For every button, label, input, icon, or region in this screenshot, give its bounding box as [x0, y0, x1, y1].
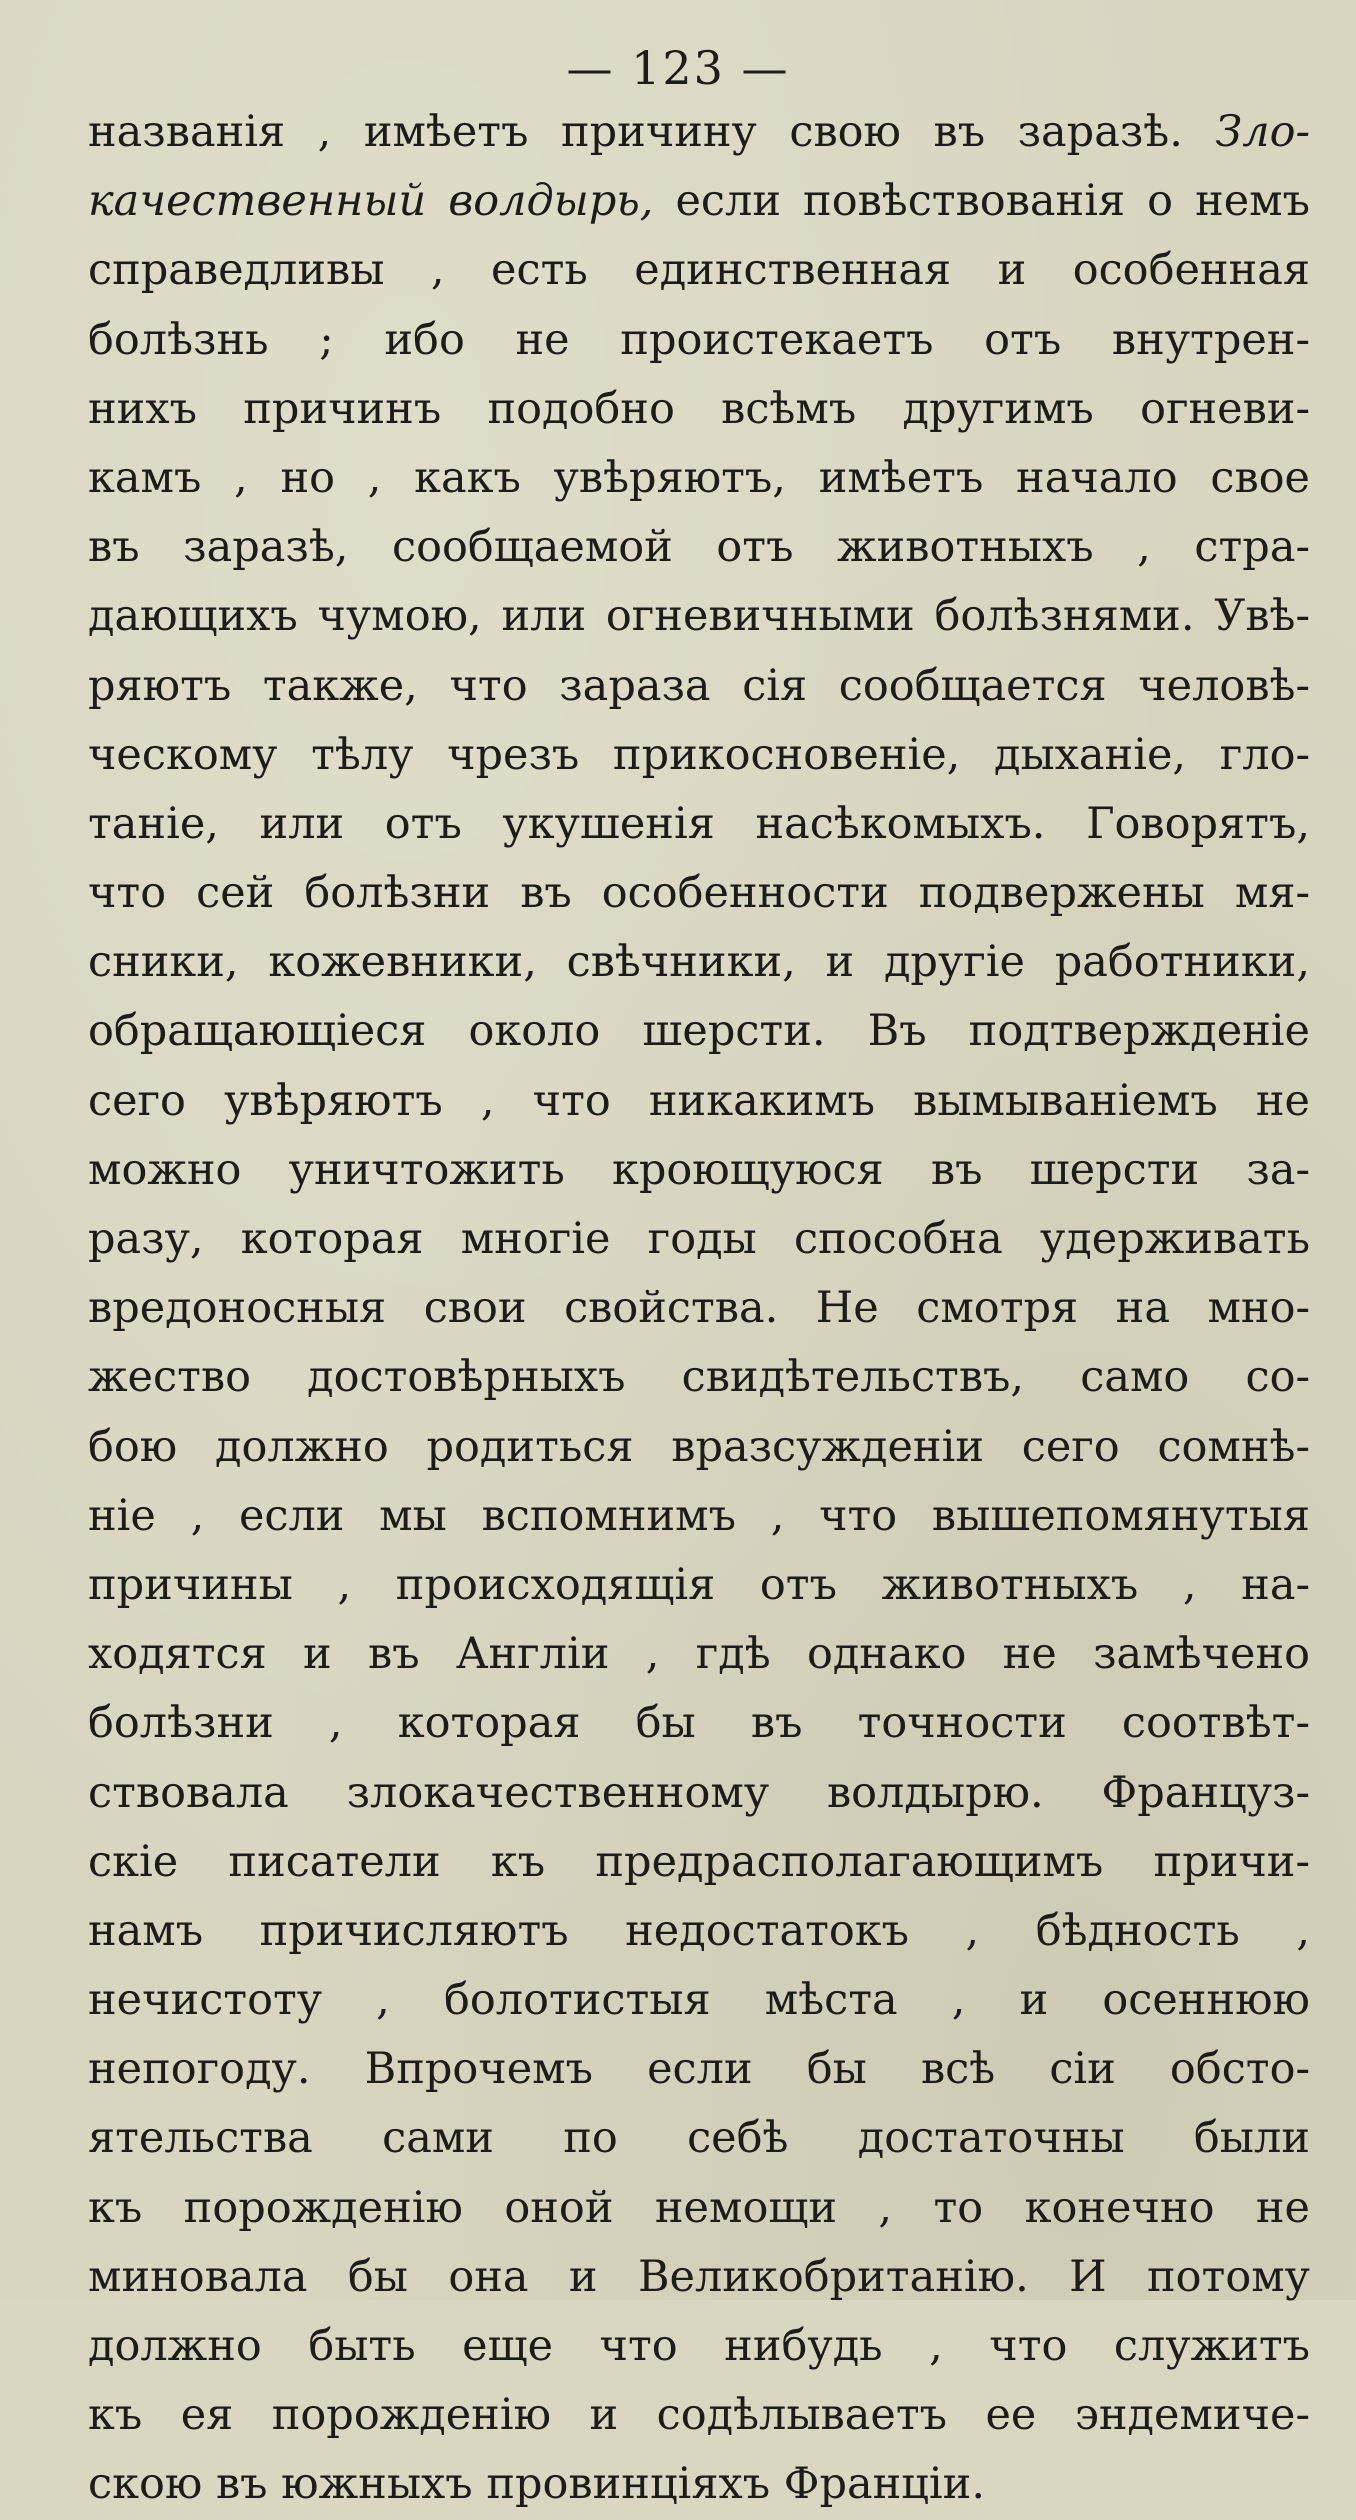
- text-segment: названія , имѣетъ причину свою въ заразѣ.: [88, 107, 1216, 157]
- text-line: [88, 236, 1310, 305]
- text-segment: намъ причисляютъ недостатокъ , бѣдность ,: [88, 1905, 1310, 1956]
- text-segment: скіе писатели къ предрасполагающимъ причи-: [88, 1836, 1310, 1887]
- italic-term: Зло-: [1215, 107, 1310, 157]
- text-segment: обращающіеся около шерсти. Въ подтвержденіе: [88, 1006, 1310, 1057]
- text-line: [88, 721, 1310, 790]
- text-line: [88, 2174, 1310, 2243]
- text-segment: въ заразѣ, сообщаемой отъ животныхъ , стра-: [88, 522, 1310, 573]
- text-line: [88, 1482, 1310, 1551]
- page-number-header: — 123 —: [566, 41, 790, 95]
- text-line: [88, 98, 1310, 167]
- text-line: [88, 444, 1310, 513]
- text-line: [88, 997, 1310, 1066]
- text-segment: дающихъ чумою, или огневичными болѣзнями. Увѣ-: [88, 591, 1310, 642]
- text-segment: ческому тѣлу чрезъ прикосновеніе, дыханіе, гло-: [88, 729, 1310, 780]
- text-line: [88, 1551, 1310, 1620]
- page-body-text: [88, 98, 1310, 2520]
- text-line: [88, 2450, 1310, 2519]
- text-line: [88, 652, 1310, 721]
- text-line: [88, 2104, 1310, 2173]
- text-segment: если повѣствованія о немъ: [653, 176, 1310, 227]
- text-line: [88, 928, 1310, 997]
- text-line: [88, 513, 1310, 582]
- text-segment: что сей болѣзни въ особенности подвержены мя-: [88, 868, 1310, 919]
- text-segment: нечистоту , болотистыя мѣста , и осеннюю: [88, 1975, 1310, 2026]
- text-line: [88, 1828, 1310, 1897]
- text-segment: сего увѣряютъ , что никакимъ вымываніемъ не: [88, 1075, 1310, 1126]
- text-segment: къ ея порожденію и содѣлываетъ ее эндемиче-: [88, 2390, 1310, 2441]
- text-segment: скою въ южныхъ провинціяхъ Франціи.: [88, 2459, 985, 2510]
- text-segment: ствовала злокачественному волдырю. Француз-: [88, 1767, 1310, 1818]
- text-segment: миновала бы она и Великобританію. И потому: [88, 2251, 1310, 2302]
- text-line: [88, 2035, 1310, 2104]
- text-line: [88, 1966, 1310, 2035]
- text-segment: ходятся и въ Англіи , гдѣ однако не замѣчено: [88, 1629, 1310, 1680]
- text-segment: непогоду. Впрочемъ если бы всѣ сіи обсто-: [88, 2044, 1310, 2095]
- text-line: [88, 2312, 1310, 2381]
- text-line: [88, 375, 1310, 444]
- text-segment: болѣзнь ; ибо не проистекаетъ отъ внутрен-: [88, 314, 1310, 365]
- text-line: [88, 2381, 1310, 2450]
- text-segment: должно быть еще что нибудь , что служитъ: [88, 2321, 1310, 2371]
- text-line: [88, 1343, 1310, 1412]
- text-segment: справедливы , есть единственная и особенная: [88, 245, 1310, 296]
- text-segment: сники, кожевники, свѣчники, и другіе работники,: [88, 937, 1310, 988]
- text-segment: нихъ причинъ подобно всѣмъ другимъ огневи-: [88, 383, 1310, 434]
- text-line: [88, 1413, 1310, 1482]
- text-line: [88, 1759, 1310, 1828]
- text-segment: болѣзни , которая бы въ точности соотвѣт-: [88, 1698, 1310, 1749]
- text-line: [88, 1897, 1310, 1966]
- text-segment: ніе , если мы вспомнимъ , что вышепомянутыя: [88, 1490, 1310, 1541]
- text-line: [88, 790, 1310, 859]
- text-segment: ряютъ также, что зараза сія сообщается человѣ-: [88, 660, 1310, 711]
- text-line: [88, 859, 1310, 928]
- text-line: [88, 1620, 1310, 1689]
- text-line: [88, 1067, 1310, 1136]
- text-segment: причины , происходящія отъ животныхъ , на-: [88, 1559, 1310, 1610]
- text-segment: можно уничтожить кроющуюся въ шерсти за-: [88, 1144, 1310, 1195]
- text-segment: таніе, или отъ укушенія насѣкомыхъ. Говорятъ,: [88, 798, 1310, 849]
- text-segment: камъ , но , какъ увѣряютъ, имѣетъ начало свое: [88, 452, 1310, 503]
- text-segment: разу, которая многіе годы способна удерживать: [88, 1214, 1310, 1264]
- text-line: [88, 306, 1310, 375]
- text-line: [88, 167, 1310, 236]
- italic-term: качественный волдырь,: [88, 176, 654, 227]
- text-segment: ятельства сами по себѣ достаточны были: [88, 2113, 1310, 2164]
- text-line: [88, 582, 1310, 651]
- text-segment: вредоносныя свои свойства. Не смотря на мно-: [88, 1283, 1310, 1334]
- text-segment: жество достовѣрныхъ свидѣтельствъ, само со-: [88, 1352, 1310, 1403]
- text-line: [88, 1274, 1310, 1343]
- text-line: [88, 1689, 1310, 1758]
- text-line: [88, 1205, 1310, 1274]
- text-segment: бою должно родиться вразсужденіи сего сомнѣ-: [88, 1421, 1310, 1472]
- text-line: [88, 2243, 1310, 2312]
- text-line: [88, 1136, 1310, 1205]
- text-segment: къ порожденію оной немощи , то конечно не: [88, 2182, 1310, 2233]
